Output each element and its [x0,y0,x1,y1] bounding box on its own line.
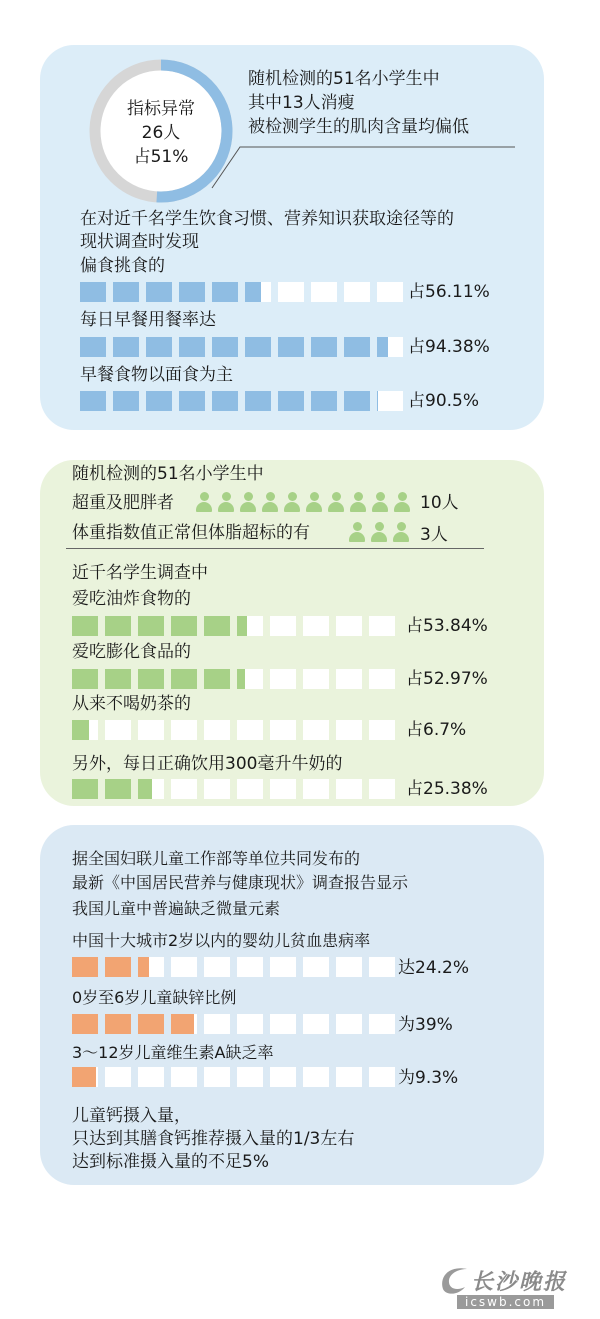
bar-cell-fill [204,669,230,689]
s2-item-0-bar [72,616,395,636]
person-icon-body [328,502,344,512]
bar-cell-fill [311,391,337,411]
s1-item-1-pct: 占94.38% [408,337,490,357]
bar-cell [245,337,271,357]
s3-item-0-label: 中国十大城市2岁以内的婴幼儿贫血患病率 [72,931,371,950]
bar-cell [113,337,139,357]
bar-cell [138,616,164,636]
s2-item-3-bar [72,779,395,799]
bar-cell [105,779,131,799]
person-icon-head [200,492,209,501]
s2-item-2-bar [72,720,395,740]
bar-cell [369,1014,395,1034]
bar-cell [72,616,98,636]
bar-cell [270,957,296,977]
bar-cell [204,779,230,799]
person-icon-body [372,502,388,512]
bar-cell [237,720,263,740]
s1-intro-line-2: 现状调查时发现 [80,232,199,252]
bar-cell [270,779,296,799]
bar-cell [171,779,197,799]
s3-footer-line-1: 儿童钙摄入量， [72,1106,191,1126]
s2-divider [66,548,484,549]
bar-cell-fill [171,616,197,636]
donut-label-1: 指标异常 [127,99,195,119]
bar-cell-fill [212,391,238,411]
bar-cell-fill [113,282,139,302]
bar-cell-fill [204,616,230,636]
bar-cell [336,616,362,636]
bar-cell [270,616,296,636]
bar-cell-fill [146,391,172,411]
bar-cell [113,391,139,411]
bar-cell [105,669,131,689]
bar-cell [245,391,271,411]
person-icon-body [349,532,365,542]
person-icon-head [397,522,406,531]
bar-cell-fill [146,337,172,357]
bar-cell [113,282,139,302]
person-icon [371,492,389,512]
s1-intro-line-1: 在对近千名学生饮食习惯、营养知识获取途径等的 [80,209,454,229]
bar-cell [303,1067,329,1087]
bar-cell [245,282,271,302]
person-icon-head [375,522,384,531]
s3-item-1-bar [72,1014,395,1034]
bar-cell [303,616,329,636]
bar-cell [105,616,131,636]
bar-cell [72,779,98,799]
person-icon-body [371,532,387,542]
bar-cell [369,669,395,689]
bar-cell-fill [72,720,89,740]
bar-cell [105,957,131,977]
logo-swoosh-icon [437,1263,471,1297]
person-icon [349,492,367,512]
bar-cell [138,779,164,799]
person-icon-head [398,492,407,501]
s2-item-1-bar [72,669,395,689]
bar-cell-fill [138,669,164,689]
bar-cell-fill [72,669,98,689]
bar-cell [212,337,238,357]
bar-cell [336,957,362,977]
bar-cell [303,779,329,799]
bar-cell-fill [344,391,370,411]
s1-note-line-2: 其中13人消瘦 [248,93,355,113]
bar-cell-fill [138,1014,164,1034]
s1-note-line-1: 随机检测的51名小学生中 [248,69,440,89]
bar-cell [146,337,172,357]
bar-cell [369,1067,395,1087]
bar-cell [72,720,98,740]
bar-cell-fill [113,337,139,357]
person-icon [261,492,279,512]
bar-cell [237,1067,263,1087]
s2-intro: 随机检测的51名小学生中 [72,464,264,484]
bar-cell [344,282,370,302]
logo-url: icswb.com [457,1295,554,1309]
bar-cell [204,1014,230,1034]
s2-people-1-icons [348,522,410,542]
bar-cell-fill [80,337,106,357]
bar-cell-fill [72,957,98,977]
bar-cell [138,1067,164,1087]
bar-cell-fill [377,337,388,357]
s1-item-1-label: 每日早餐用餐率达 [80,310,216,330]
s2-people-0-count: 10人 [420,493,459,513]
bar-cell [171,669,197,689]
donut-label-3: 占51% [133,147,189,167]
person-icon [195,492,213,512]
s2-item-0-pct: 占53.84% [406,616,488,636]
bar-cell-fill [278,337,304,357]
bar-cell-fill [80,282,106,302]
person-icon-head [266,492,275,501]
bar-cell-fill [212,282,238,302]
bar-cell [138,720,164,740]
bar-cell [138,1014,164,1034]
bar-cell [377,337,403,357]
person-icon-head [332,492,341,501]
s1-item-2-label: 早餐食物以面食为主 [80,365,233,385]
bar-cell [369,957,395,977]
bar-cell [72,957,98,977]
bar-cell [72,1014,98,1034]
bar-cell [204,1067,230,1087]
s1-item-0-bar [80,282,403,302]
bar-cell [303,1014,329,1034]
bar-cell-fill [72,1067,96,1087]
bar-cell-fill [245,391,271,411]
bar-cell [278,337,304,357]
bar-cell-fill [72,1014,98,1034]
bar-cell [270,720,296,740]
s2-item-1-label: 爱吃膨化食品的 [72,642,191,662]
bar-cell [105,1014,131,1034]
s2-subtitle: 近千名学生调查中 [72,563,208,583]
bar-cell [179,391,205,411]
person-icon-body [350,502,366,512]
bar-cell [179,282,205,302]
bar-cell [237,669,263,689]
s3-item-1-label: 0岁至6岁儿童缺锌比例 [72,988,237,1007]
bar-cell-fill [245,337,271,357]
bar-cell-fill [311,337,337,357]
s2-item-1-pct: 占52.97% [406,669,488,689]
bar-cell-fill [245,282,261,302]
s3-item-0-bar [72,957,395,977]
s3-item-1-pct: 为39% [398,1015,453,1035]
bar-cell [270,669,296,689]
bar-cell [278,282,304,302]
person-icon-body [306,502,322,512]
bar-cell [138,957,164,977]
bar-cell [204,669,230,689]
bar-cell-fill [105,1014,131,1034]
bar-cell [369,616,395,636]
bar-cell [80,391,106,411]
bar-cell-fill [237,669,245,689]
bar-cell [171,957,197,977]
person-icon-body [240,502,256,512]
bar-cell-fill [212,337,238,357]
bar-cell [171,616,197,636]
s3-intro-line-2: 最新《中国居民营养与健康现状》调查报告显示 [72,873,409,892]
bar-cell-fill [113,391,139,411]
person-icon-body [394,502,410,512]
bar-cell [311,391,337,411]
person-icon-head [354,492,363,501]
person-icon [393,492,411,512]
bar-cell [72,1067,98,1087]
s2-item-0-label: 爱吃油炸食物的 [72,589,191,609]
bar-cell-fill [179,282,205,302]
bar-cell-fill [138,957,149,977]
bar-cell-fill [344,337,370,357]
bar-cell [237,779,263,799]
bar-cell [138,669,164,689]
bar-cell [237,957,263,977]
bar-cell [270,1067,296,1087]
bar-cell [237,616,263,636]
s3-footer-line-3: 达到标准摄入量的不足5% [72,1152,269,1172]
person-icon [348,522,366,542]
bar-cell [80,337,106,357]
person-icon [370,522,388,542]
person-icon-body [196,502,212,512]
bar-cell [204,616,230,636]
bar-cell [377,282,403,302]
bar-cell-fill [105,779,131,799]
logo-name: 长沙晚报 [471,1270,568,1295]
bar-cell-fill [171,1014,194,1034]
s3-item-2-label: 3～12岁儿童维生素A缺乏率 [72,1043,274,1062]
bar-cell [336,669,362,689]
s1-item-2-pct: 占90.5% [408,391,480,411]
bar-cell [377,391,403,411]
person-icon [217,492,235,512]
person-icon-body [262,502,278,512]
person-icon [305,492,323,512]
person-icon [327,492,345,512]
s1-item-1-bar [80,337,403,357]
bar-cell [369,779,395,799]
bar-cell [212,282,238,302]
s2-item-2-label: 从来不喝奶茶的 [72,694,191,714]
newspaper-logo [437,1263,592,1313]
s2-people-0-label: 超重及肥胖者 [72,493,174,513]
person-icon-body [393,532,409,542]
bar-cell [171,1014,197,1034]
bar-cell [204,957,230,977]
s1-item-0-label: 偏食挑食的 [80,256,165,276]
bar-cell [80,282,106,302]
bar-cell [336,1014,362,1034]
bar-cell [212,391,238,411]
s3-intro-line-1: 据全国妇联儿童工作部等单位共同发布的 [72,849,361,868]
bar-cell-fill [80,391,106,411]
person-icon-body [284,502,300,512]
bar-cell [336,779,362,799]
bar-cell [344,391,370,411]
bar-cell [270,1014,296,1034]
s3-item-0-pct: 达24.2% [398,958,470,978]
bar-cell [336,1067,362,1087]
bar-cell [303,720,329,740]
bar-cell [72,669,98,689]
bar-cell [105,720,131,740]
bar-cell [278,391,304,411]
bar-cell [336,720,362,740]
person-icon-body [218,502,234,512]
s2-item-3-pct: 占25.38% [406,779,488,799]
bar-cell-fill [105,669,131,689]
bar-cell-fill [105,957,131,977]
bar-cell-fill [377,391,378,411]
bar-cell [146,391,172,411]
s1-item-0-pct: 占56.11% [408,282,490,302]
bar-cell [204,720,230,740]
bar-cell [303,669,329,689]
bar-cell [171,720,197,740]
person-icon [283,492,301,512]
bar-cell [311,337,337,357]
bar-cell-fill [278,391,304,411]
s3-item-2-pct: 为9.3% [398,1068,459,1088]
s3-item-2-bar [72,1067,395,1087]
s1-note-line-3: 被检测学生的肌肉含量均偏低 [248,117,469,137]
s2-people-1-count: 3人 [420,525,448,545]
bar-cell-fill [179,391,205,411]
s2-people-0-icons [195,492,411,512]
bar-cell-fill [105,616,131,636]
person-icon-head [288,492,297,501]
person-icon-head [376,492,385,501]
bar-cell-fill [138,616,164,636]
s3-footer-line-2: 只达到其膳食钙推荐摄入量的1/3左右 [72,1129,355,1149]
bar-cell [303,957,329,977]
person-icon [392,522,410,542]
bar-cell [369,720,395,740]
bar-cell [179,337,205,357]
person-icon-head [244,492,253,501]
person-icon-head [353,522,362,531]
bar-cell [237,1014,263,1034]
bar-cell-fill [146,282,172,302]
person-icon-head [310,492,319,501]
s2-item-3-label: 另外，每日正确饮用300毫升牛奶的 [72,754,343,774]
donut-label-2: 26人 [141,123,181,143]
person-icon [239,492,257,512]
bar-cell [311,282,337,302]
bar-cell [146,282,172,302]
bar-cell-fill [72,616,98,636]
person-icon-head [222,492,231,501]
bar-cell-fill [171,669,197,689]
s2-people-1-label: 体重指数值正常但体脂超标的有 [72,523,310,543]
bar-cell-fill [138,779,152,799]
bar-cell [105,1067,131,1087]
bar-cell [171,1067,197,1087]
bar-cell-fill [179,337,205,357]
bar-cell [344,337,370,357]
s1-item-2-bar [80,391,403,411]
bar-cell-fill [237,616,247,636]
s2-item-2-pct: 占6.7% [406,720,467,740]
s3-intro-line-3: 我国儿童中普遍缺乏微量元素 [72,899,281,918]
bar-cell-fill [72,779,98,799]
